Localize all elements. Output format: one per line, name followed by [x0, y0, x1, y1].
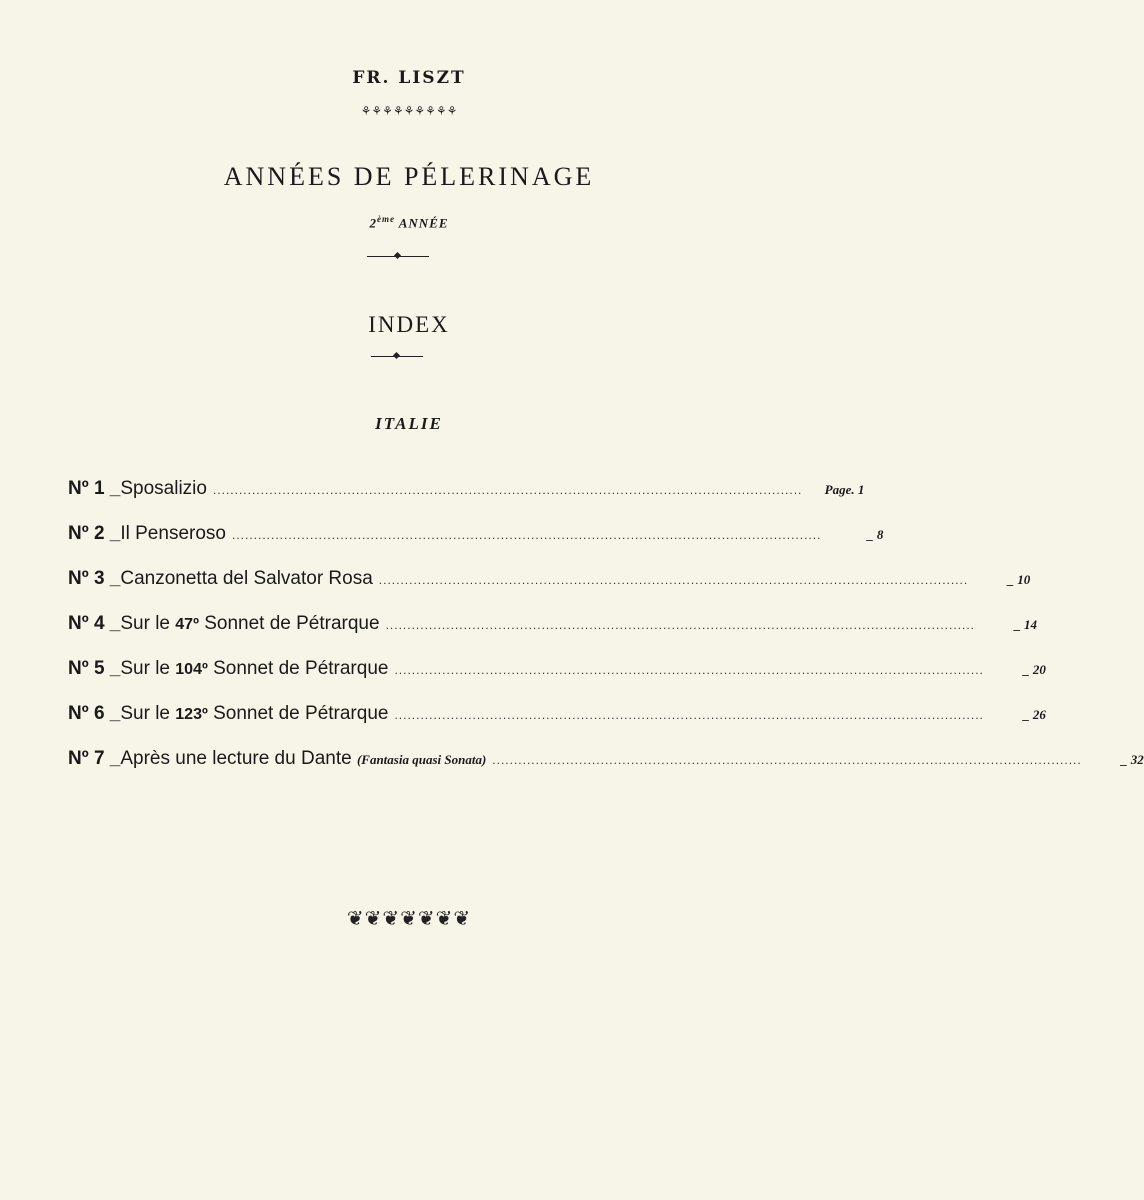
entry-page: _ 8 [867, 527, 884, 542]
subtitle-superscript: ème [376, 214, 395, 224]
entry-title-ordinal: 47º [175, 616, 199, 633]
entry-title-pre: Sur le [120, 703, 176, 724]
entry-title: Sposalizio [120, 478, 207, 499]
entry-page: _ 26 [1023, 707, 1046, 722]
dot-leader: ........................................................................................................................................ [385, 618, 975, 632]
entry-title-post: Sonnet de Pétrarque [207, 658, 389, 679]
entry-page: _ 20 [1023, 662, 1046, 677]
entry-title-main: Après une lecture du Dante [120, 748, 352, 769]
dot-leader: ........................................................................................................................................ [231, 528, 822, 542]
entry-title [120, 748, 486, 770]
entry-title-pre: Sur le [120, 613, 176, 634]
work-subtitle [0, 214, 818, 231]
divider-diamond-1 [394, 252, 401, 259]
index-entry-2 [68, 523, 884, 549]
dot-leader: ........................................................................................................................................ [394, 708, 984, 722]
index-entry-3 [68, 568, 1031, 594]
entry-title: Canzonetta del Salvator Rosa [120, 568, 373, 589]
dot-leader: ........................................................................................................................................ [492, 753, 1082, 767]
entry-title-pre: Sur le [120, 658, 176, 679]
entry-title: Il Penseroso [120, 523, 226, 544]
entry-page: _ 32 [1120, 752, 1144, 767]
entry-page: _ 10 [1007, 572, 1031, 587]
entry-title-subtitle: (Fantasia quasi Sonata) [356, 752, 487, 767]
entry-number: Nº 5 _ [68, 658, 121, 679]
entry-page: _ 14 [1014, 617, 1037, 632]
top-ornament: ⚘⚘⚘⚘⚘⚘⚘⚘⚘ [360, 104, 458, 118]
dot-leader: ........................................................................................................................................ [212, 483, 803, 497]
index-entry-4 [68, 613, 1037, 639]
index-entry-7 [68, 748, 1144, 774]
entry-page: Page. 1 [824, 482, 865, 497]
entry-number: Nº 6 _ [68, 703, 121, 724]
entry-number: Nº 2 _ [68, 523, 121, 544]
dot-leader: ........................................................................................................................................ [378, 573, 969, 587]
index-entry-6 [68, 703, 1046, 729]
subtitle-rest: ANNÉE [394, 215, 449, 231]
index-entry-5 [68, 658, 1046, 684]
entry-title-post: Sonnet de Pétrarque [198, 613, 380, 634]
work-title: ANNÉES DE PÉLERINAGE [223, 162, 595, 191]
entry-number: Nº 1 _ [68, 478, 121, 499]
entry-title-ordinal: 104º [175, 661, 208, 678]
subtitle-prefix: 2 [369, 215, 377, 231]
entry-title [120, 613, 379, 635]
composer-name: FR. LISZT [352, 68, 466, 88]
entry-title [120, 703, 388, 725]
entry-title-ordinal: 123º [175, 706, 208, 723]
index-heading: INDEX [368, 312, 450, 337]
bottom-ornament: ❦❦❦❦❦❦❦ [346, 906, 472, 930]
index-entry-1 [68, 478, 865, 504]
divider-diamond-2 [393, 352, 400, 359]
entry-title [120, 658, 388, 680]
entry-number: Nº 4 _ [68, 613, 121, 634]
section-heading: ITALIE [375, 414, 443, 433]
entry-title-post: Sonnet de Pétrarque [207, 703, 389, 724]
dot-leader: ........................................................................................................................................ [394, 663, 984, 677]
entry-number: Nº 7 _ [68, 748, 121, 769]
entry-number: Nº 3 _ [68, 568, 121, 589]
